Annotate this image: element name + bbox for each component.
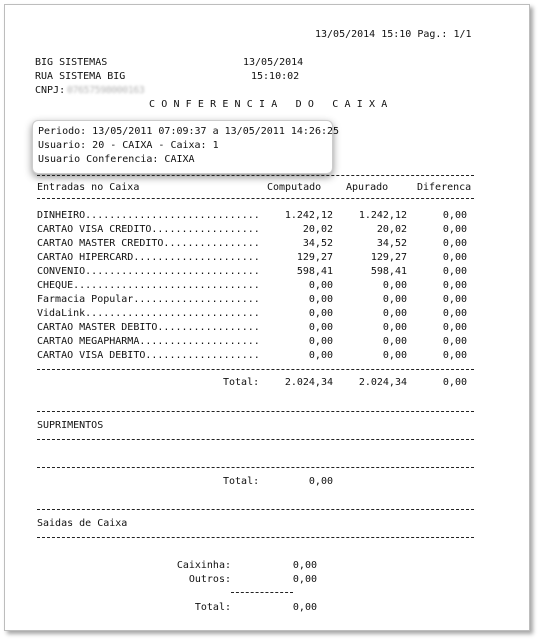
- system-name: RUA SISTEMA BIG: [35, 71, 126, 82]
- row-label: CONVENIO.............................: [37, 266, 260, 277]
- outros-label: Outros:: [188, 574, 231, 585]
- row-computado: 1.242,12: [284, 210, 333, 221]
- row-diferenca: 0,00: [442, 252, 467, 263]
- row-computado: 598,41: [296, 266, 333, 277]
- separator-line: [37, 175, 474, 176]
- company-name: BIG SISTEMAS: [35, 57, 108, 68]
- row-label: CARTAO MEGAPHARMA....................: [37, 336, 260, 347]
- entradas-heading: Entradas no Caixa: [37, 182, 140, 193]
- outros-value: 0,00: [292, 574, 317, 585]
- row-label: VidaLink.............................: [37, 308, 260, 319]
- row-label: CHEQUE...............................: [37, 280, 260, 291]
- row-diferenca: 0,00: [442, 210, 467, 221]
- row-label: CARTAO VISA DEBITO...................: [37, 350, 260, 361]
- separator-line: [37, 411, 474, 412]
- usuario-conferencia-line: Usuario Conferencia: CAIXA: [38, 154, 195, 165]
- row-apurado: 0,00: [382, 280, 407, 291]
- row-computado: 129,27: [296, 252, 333, 263]
- caixinha-label: Caixinha:: [176, 560, 231, 571]
- row-computado: 34,52: [302, 238, 333, 249]
- saidas-total-value: 0,00: [292, 602, 317, 613]
- row-diferenca: 0,00: [442, 336, 467, 347]
- periodo-line: Periodo: 13/05/2011 07:09:37 a 13/05/2011 14:26:25: [38, 126, 340, 137]
- row-apurado: 20,02: [376, 224, 407, 235]
- saidas-heading: Saidas de Caixa: [37, 518, 128, 529]
- row-label: CARTAO MASTER DEBITO.................: [37, 322, 260, 333]
- report-time: 15:10:02: [251, 71, 300, 82]
- row-computado: 0,00: [308, 350, 333, 361]
- suprimentos-total-value: 0,00: [308, 476, 333, 487]
- separator-line: [37, 537, 474, 538]
- report-date: 13/05/2014: [243, 57, 304, 68]
- report-title: CONFERENCIA DO CAIXA: [149, 99, 394, 110]
- entradas-total-computado: 2.024,34: [284, 377, 333, 388]
- row-diferenca: 0,00: [442, 266, 467, 277]
- separator-line: [37, 369, 474, 370]
- col-diferenca-header: Diferenca: [417, 182, 472, 193]
- suprimentos-total-label: Total:: [223, 476, 260, 487]
- suprimentos-heading: SUPRIMENTOS: [37, 420, 104, 431]
- col-apurado-header: Apurado: [346, 182, 389, 193]
- row-apurado: 0,00: [382, 350, 407, 361]
- row-apurado: 0,00: [382, 308, 407, 319]
- row-apurado: 0,00: [382, 294, 407, 305]
- row-diferenca: 0,00: [442, 224, 467, 235]
- separator-line: [37, 509, 474, 510]
- period-info-callout: [32, 120, 340, 174]
- row-apurado: 0,00: [382, 322, 407, 333]
- col-computado-header: Computado: [267, 182, 322, 193]
- subtotal-separator-line: [231, 592, 293, 593]
- row-apurado: 129,27: [370, 252, 407, 263]
- entradas-total-diferenca: 0,00: [442, 377, 467, 388]
- row-diferenca: 0,00: [442, 308, 467, 319]
- row-diferenca: 0,00: [442, 238, 467, 249]
- row-computado: 20,02: [302, 224, 333, 235]
- usuario-line: Usuario: 20 - CAIXA - Caixa: 1: [38, 140, 219, 151]
- row-diferenca: 0,00: [442, 322, 467, 333]
- row-apurado: 0,00: [382, 336, 407, 347]
- row-label: CARTAO VISA CREDITO..................: [37, 224, 260, 235]
- separator-line: [37, 198, 474, 199]
- row-label: CARTAO HIPERCARD.....................: [37, 252, 260, 263]
- row-apurado: 34,52: [376, 238, 407, 249]
- row-computado: 0,00: [308, 322, 333, 333]
- row-diferenca: 0,00: [442, 280, 467, 291]
- cnpj-label: CNPJ:: [35, 85, 66, 96]
- row-label: Farmacia Popular.....................: [37, 294, 260, 305]
- row-computado: 0,00: [308, 294, 333, 305]
- cnpj-value-blurred: 07657598000163: [67, 85, 145, 96]
- separator-line: [37, 439, 474, 440]
- row-computado: 0,00: [308, 280, 333, 291]
- print-datetime-page: 13/05/2014 15:10 Pag.: 1/1: [315, 29, 472, 40]
- row-apurado: 598,41: [370, 266, 407, 277]
- row-diferenca: 0,00: [442, 350, 467, 361]
- caixinha-value: 0,00: [292, 560, 317, 571]
- row-label: CARTAO MASTER CREDITO................: [37, 238, 260, 249]
- separator-line: [37, 467, 474, 468]
- entradas-total-label: Total:: [223, 377, 260, 388]
- row-diferenca: 0,00: [442, 294, 467, 305]
- row-computado: 0,00: [308, 308, 333, 319]
- saidas-total-label: Total:: [194, 602, 231, 613]
- row-apurado: 1.242,12: [358, 210, 407, 221]
- row-label: DINHEIRO.............................: [37, 210, 260, 221]
- entradas-total-apurado: 2.024,34: [358, 377, 407, 388]
- row-computado: 0,00: [308, 336, 333, 347]
- report-page: [4, 4, 530, 631]
